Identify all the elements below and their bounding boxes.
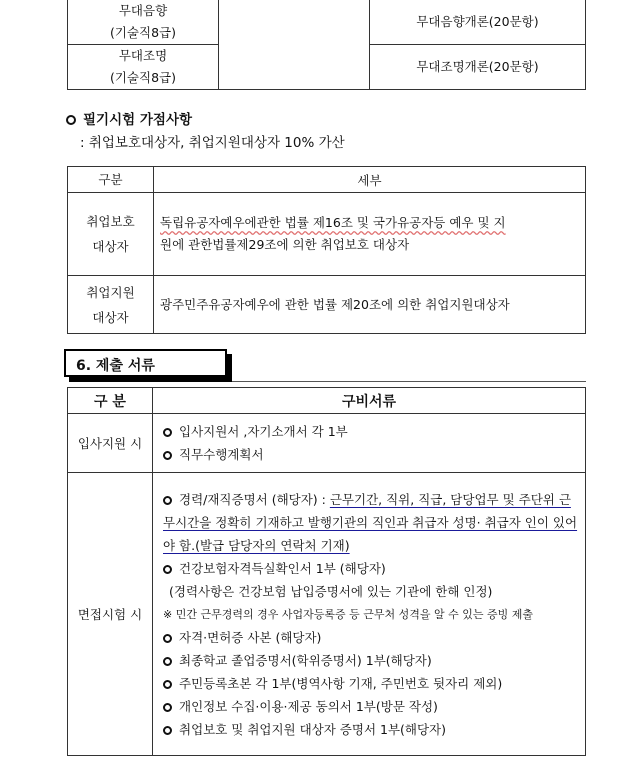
list-item xyxy=(163,672,579,695)
list-item xyxy=(163,580,579,603)
header-category: 구분 xyxy=(68,167,154,193)
role-name: 무대조명 xyxy=(118,48,168,63)
table-row xyxy=(68,276,586,334)
list-item xyxy=(163,603,579,626)
detail-cell xyxy=(154,193,586,276)
exam-subject-table xyxy=(67,0,586,90)
circle-bullet-icon xyxy=(163,726,172,735)
subject-cell: 무대음향개론(20문항) xyxy=(370,0,586,45)
role-cell xyxy=(68,0,219,45)
item-text: 입사지원서 ,자기소개서 각 1부 xyxy=(179,424,348,439)
role-cell xyxy=(68,45,219,90)
item-text: 개인정보 수집·이용·제공 동의서 1부(방문 작성) xyxy=(179,698,438,714)
item-text: 직무수행계획서 xyxy=(179,447,264,462)
bonus-title: 필기시험 가점사항 xyxy=(83,112,193,128)
documents-cell xyxy=(153,473,586,756)
item-text: 주민등록초본 각 1부(병역사항 기재, 주민번호 뒷자리 제외) xyxy=(179,675,503,691)
bonus-heading xyxy=(66,108,192,128)
detail-line: 원에 관한법률제29조에 의한 취업보호 대상자 xyxy=(160,237,410,252)
header-category: 구 분 xyxy=(68,388,153,414)
item-text: 건강보험자격득실확인서 1부 (해당자) xyxy=(179,560,386,576)
item-text-underlined: 근무기간, 직위, 직급, 담당업무 및 주단위 근무시간을 정확히 기재하고 발행기관의 직인과 취급자 성명· 취급자 인이 있어야 함.(발급 담당자의 연락처 기재) xyxy=(163,491,578,553)
list-item xyxy=(163,488,579,557)
category-line: 대상자 xyxy=(92,309,129,325)
category-cell xyxy=(68,276,154,334)
item-text: ※ 민간 근무경력의 경우 사업자등록증 등 근무처 성격을 알 수 있는 증빙 제출 xyxy=(163,607,533,621)
bonus-subtitle: : 취업보호대상자, 취업지원대상자 10% 가산 xyxy=(80,135,345,151)
list-item xyxy=(163,443,579,466)
category-line: 취업보호 xyxy=(86,214,135,229)
role-grade: (기술직8급) xyxy=(109,70,176,85)
category-line: 취업지원 xyxy=(86,284,135,300)
table-row xyxy=(68,414,586,473)
item-text: (경력사항은 건강보험 납입증명서에 있는 기관에 한해 인정) xyxy=(169,583,493,599)
documents-table xyxy=(67,387,586,756)
item-text: 최종학교 졸업증명서(학위증명서) 1부(해당자) xyxy=(179,652,432,668)
category-cell: 면접시험 시 xyxy=(68,473,153,756)
circle-bullet-icon xyxy=(163,657,172,666)
circle-bullet-icon xyxy=(163,634,172,643)
circle-bullet-icon xyxy=(163,496,172,505)
header-detail: 세부 xyxy=(154,167,586,193)
section-6-title: 6. 제출 서류 xyxy=(76,358,155,374)
role-grade: (기술직8급) xyxy=(109,25,176,40)
list-item xyxy=(163,718,579,741)
detail-cell: 광주민주유공자예우에 관한 법률 제20조에 의한 취업지원대상자 xyxy=(154,276,586,334)
documents-cell xyxy=(153,414,586,473)
table-header-row xyxy=(68,167,586,193)
list-item xyxy=(163,557,579,580)
circle-bullet-icon xyxy=(163,680,172,689)
table-row xyxy=(68,193,586,276)
item-text: 자격·면허증 사본 (해당자) xyxy=(179,629,322,645)
blank-cell xyxy=(219,0,370,90)
item-text: 경력/재직증명서 (해당자) : xyxy=(179,491,330,507)
list-item xyxy=(163,695,579,718)
table-row xyxy=(68,473,586,756)
circle-bullet-icon xyxy=(163,565,172,574)
bonus-table xyxy=(67,166,586,334)
category-line: 대상자 xyxy=(92,239,129,254)
list-item xyxy=(163,649,579,672)
table-header-row xyxy=(68,388,586,414)
category-cell: 입사지원 시 xyxy=(68,414,153,473)
subject-cell: 무대조명개론(20문항) xyxy=(370,45,586,90)
divider xyxy=(232,381,586,382)
role-name: 무대음향 xyxy=(118,3,168,18)
circle-bullet-icon xyxy=(163,428,172,437)
section-6-heading xyxy=(64,349,227,377)
circle-bullet-icon xyxy=(163,451,172,460)
table-row xyxy=(68,0,586,45)
detail-line: 독립유공자예우에관한 법률 제16조 및 국가유공자등 예우 및 지 xyxy=(160,215,506,230)
header-documents: 구비서류 xyxy=(153,388,586,414)
circle-bullet-icon xyxy=(163,703,172,712)
item-text: 취업보호 및 취업지원 대상자 증명서 1부(해당자) xyxy=(179,721,446,737)
category-cell xyxy=(68,193,154,276)
list-item xyxy=(163,626,579,649)
circle-bullet-icon xyxy=(66,115,76,125)
list-item xyxy=(163,420,579,443)
